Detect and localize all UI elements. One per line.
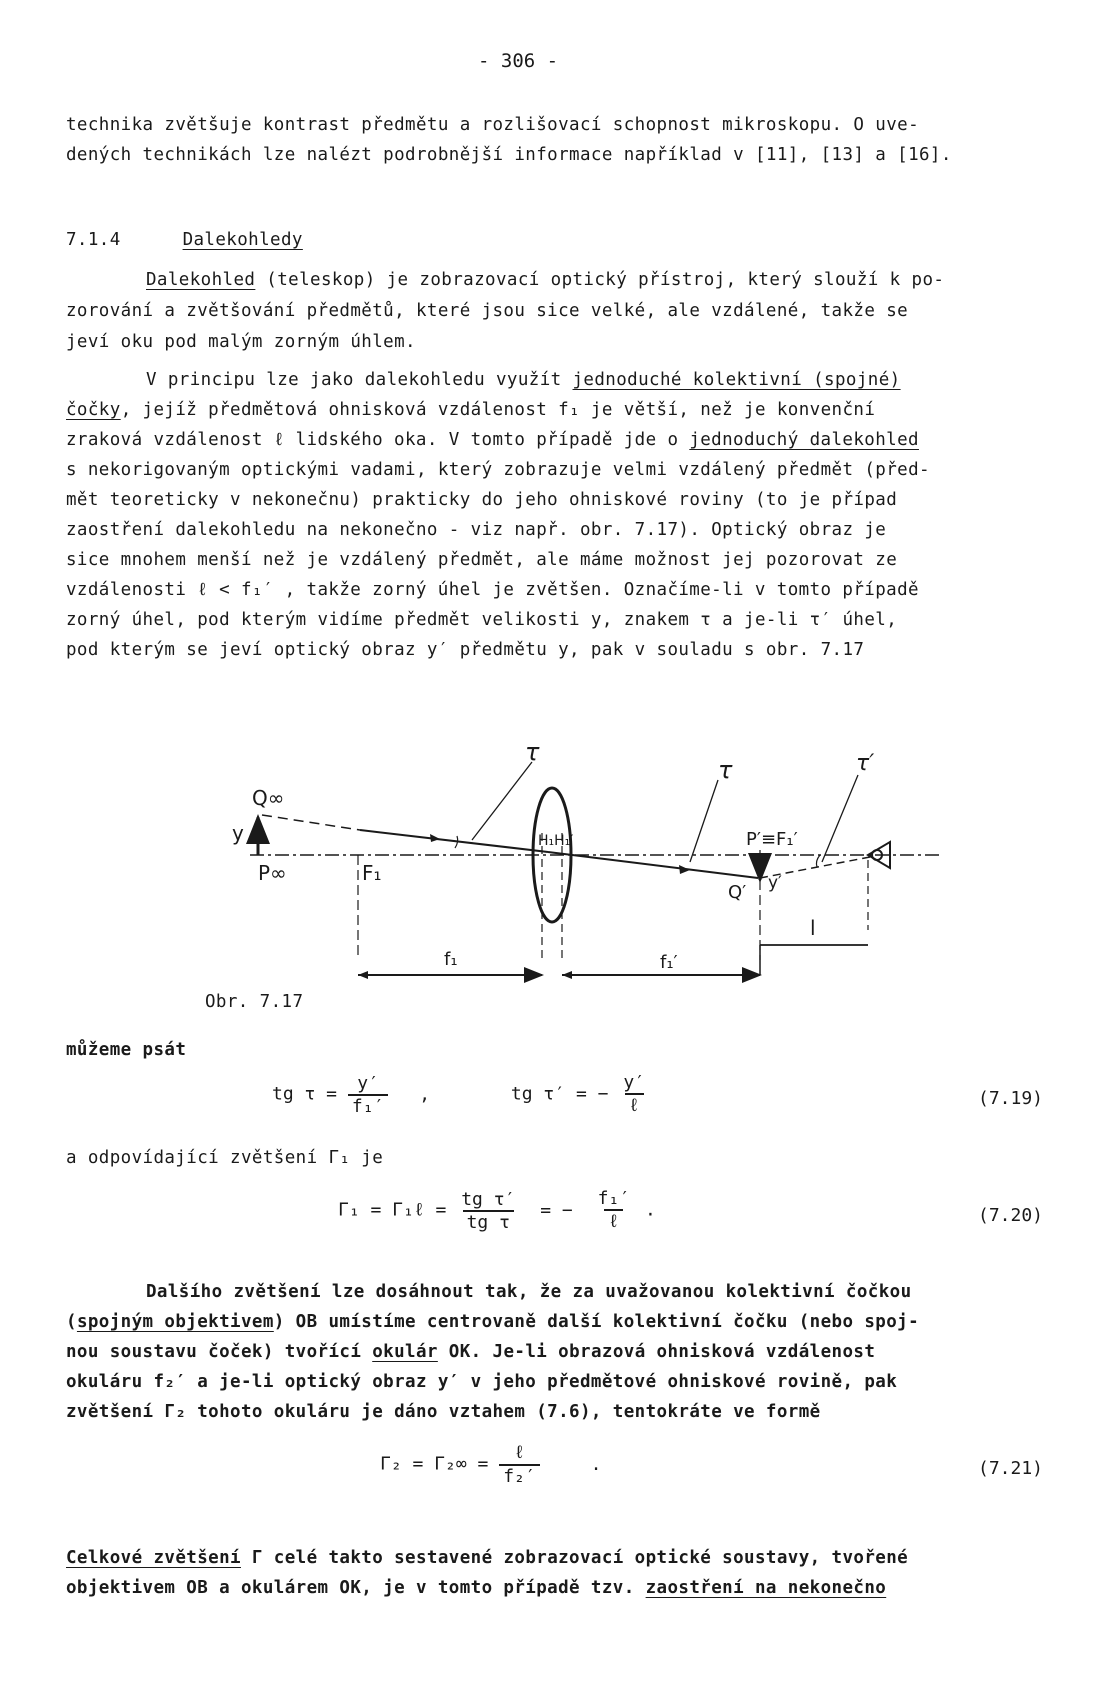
para2-line-4: s nekorigovaným optickými vadami, který zobrazuje velmi vzdálený předmět (před- [66,460,930,480]
term-kolektivni-cocka: jednoduché kolektivní (spojné) [572,370,901,390]
para2-line-2-text: , jejíž předmětová ohnisková vzdálenost f₁ je větší, než je konvenční [120,400,876,420]
text-mozeme-psat: můžeme psát [66,1040,187,1060]
para1-line-3: jeví oku pod malým zorným úhlem. [66,332,416,352]
eq719-rhs: tg τ′ = − [510,1083,609,1105]
text-odpovidajici: a odpovídající zvětšení Γ₁ je [66,1148,384,1168]
para3-line-1-text: Dalšího zvětšení lze dosáhnout tak, že za uvažovanou kolektivní čočkou [146,1282,912,1302]
ray-after-lens [548,852,758,878]
para4-line-2-text: objektivem OB a okulárem OK, je v tomto případě tzv. [66,1578,646,1598]
term-okular: okulár [372,1342,438,1362]
figure-caption: Obr. 7.17 [205,992,304,1012]
eq-number-7-20: (7.20) [978,1205,1044,1226]
eq-number-7-21: (7.21) [978,1458,1044,1479]
label-tau-2: τ [718,756,733,784]
incoming-ray-dashed [262,815,360,830]
eq720-lhs: Γ₁ = Γ₁ℓ = [338,1199,447,1221]
section-title: Dalekohledy [182,230,303,250]
label-y-prime: y′ [768,873,782,893]
label-y: y [232,821,244,845]
ray-to-lens [360,830,548,852]
equation-7-21 [380,1442,601,1487]
eq720-den2: ℓ [604,1209,623,1233]
para1-line-2: zorování a zvětšování předmětů, které jsou sice velké, ale vzdálené, takže se [66,301,909,321]
term-cocky: čočky [66,400,121,420]
eq720-den: tg τ [463,1210,514,1233]
para2-line-6: zaostření dalekohledu na nekonečno - viz např. obr. 7.17). Optický obraz je [66,520,887,540]
eq719-fraction [348,1073,389,1117]
term-zaostreni-na-nekonecno: zaostření na nekonečno [645,1578,887,1598]
eq719-rhs-num: y′ [623,1072,645,1093]
para2-line-9: zorný úhel, pod kterým vidíme předmět velikosti y, znakem τ a je-li τ′ úhel, [66,610,898,630]
eq719-sep: , [419,1083,431,1105]
label-f1-prime: f₁′ [660,952,678,973]
eq720-num: tg τ′ [461,1188,516,1210]
label-f1: f₁ [444,949,458,970]
label-principal-planes: H₁H₁′ [538,833,574,849]
eq720-fraction [457,1189,519,1233]
eq720-fraction-2 [594,1188,635,1233]
label-q-prime: Q′ [728,882,747,903]
para3-line-1 [66,1282,912,1302]
para2-line-7: sice mnohem menší než je vzdálený předmět, ale máme možnost jej pozorovat ze [66,550,898,570]
intro-line-1: technika zvětšuje kontrast předmětu a rozlišovací schopnost mikroskopu. O uve- [66,115,919,135]
para4-line-1 [66,1548,908,1568]
para4-line-2 [66,1578,886,1598]
eq721-lhs: Γ₂ = Γ₂∞ = [380,1453,489,1475]
para3-line-2-text: ) OB umístíme centrovaně další kolektivní čočku (nebo spoj- [273,1312,920,1332]
label-f1-point: F₁ [362,861,382,885]
eq721-den: f₂′ [499,1464,540,1487]
para2-line-1-text: V principu lze jako dalekohledu využít [146,370,573,390]
label-tau-prime: τ′ [856,751,875,776]
label-q-inf: Q∞ [252,786,285,810]
para3-line-3 [66,1342,875,1362]
para2-line-5: mět teoreticky v nekonečnu) prakticky do jeho ohniskové roviny (to je případ [66,490,898,510]
para1-line-1-text: (teleskop) je zobrazovací optický přístroj, který slouží k po- [255,270,945,290]
para4-line-1-text: Γ celé takto sestavené zobrazovací optické soustavy, tvořené [240,1548,909,1568]
para2-line-10: pod kterým se jeví optický obraz y′ předmětu y, pak v souladu s obr. 7.17 [66,640,865,660]
eq719-lhs: tg τ = [272,1083,338,1105]
para3-line-4: okuláru f₂′ a je-li optický obraz y′ v jeho předmětové ohniskové rovině, pak [66,1372,898,1392]
term-spojny-objektiv: spojným objektivem [76,1312,274,1332]
term-celkove-zvetseni: Celkové zvětšení [66,1548,241,1568]
para2-line-3-text: zraková vzdálenost ℓ lidského oka. V tomto případě jde o [66,430,690,450]
para3-line-2 [66,1312,919,1332]
eq719-fraction-2 [619,1072,649,1117]
eq720-mid: = − [540,1199,573,1221]
eq-number-7-19: (7.19) [978,1088,1044,1109]
label-tau-1: τ [525,738,540,766]
term-jednoduchy-dalekohled: jednoduchý dalekohled [689,430,919,450]
eq720-end: . [644,1199,656,1221]
eq719-num: y′ [357,1072,379,1094]
eq719-rhs-den: ℓ [625,1093,644,1117]
equation-7-20 [338,1188,656,1233]
equation-7-19 [272,1072,649,1117]
eq721-end: . [590,1453,602,1475]
label-p-inf: P∞ [258,861,287,885]
label-p-f-prime: P′≡F₁′ [746,829,798,850]
eq721-fraction [499,1442,540,1487]
intro-line-2: dených technikách lze nalézt podrobnější informace například v [11], [13] a [16]. [66,145,952,165]
para2-line-8: vzdálenosti ℓ < f₁′ , takže zorný úhel je zvětšen. Označíme-li v tomto případě [66,580,919,600]
para3-paren: ( [66,1312,77,1332]
section-number: 7.1.4 [66,230,121,250]
page-number: - 306 - [478,50,559,72]
eq721-num: ℓ [514,1442,525,1463]
label-l: l [810,916,816,940]
term-dalekohled: Dalekohled [146,270,256,290]
para3-line-3-rest: OK. Je-li obrazová ohnisková vzdálenost [437,1342,876,1362]
eq719-den: f₁′ [348,1094,389,1117]
para3-line-3-text: nou soustavu čoček) tvořící [66,1342,373,1362]
eq720-num2: f₁′ [597,1188,631,1209]
para3-line-5: zvětšení Γ₂ tohoto okuláru je dáno vztahem (7.6), tentokráte ve formě [66,1402,821,1422]
